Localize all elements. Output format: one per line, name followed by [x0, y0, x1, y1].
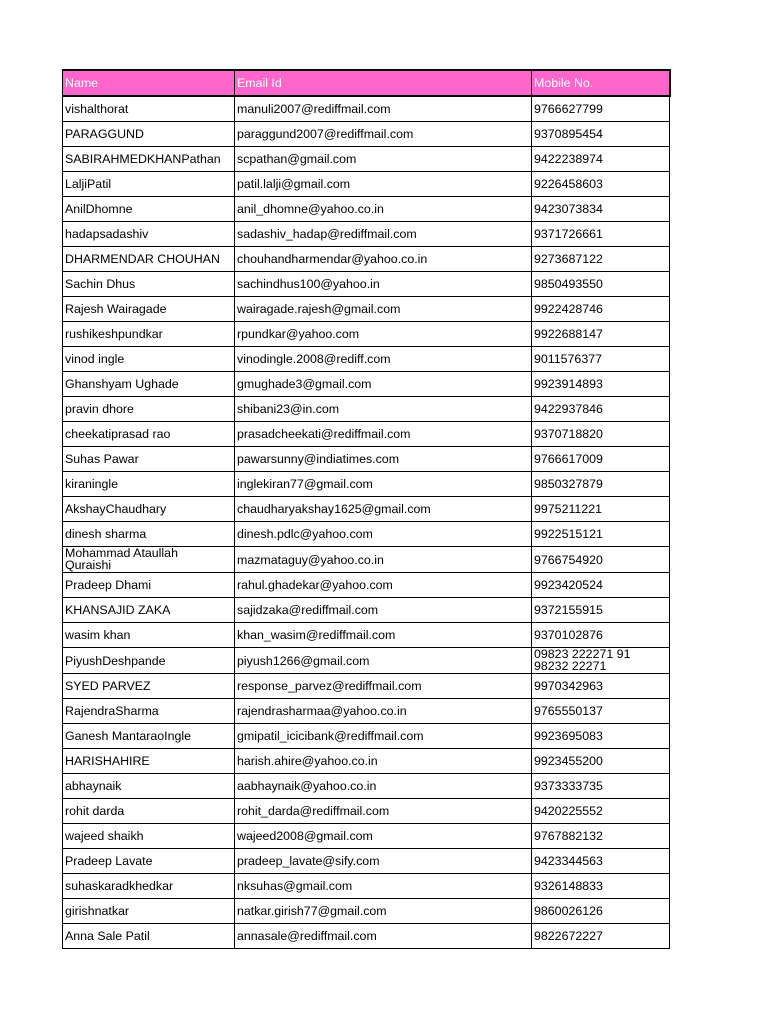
name-cell: rushikeshpundkar [63, 322, 235, 347]
email-cell: natkar.girish77@gmail.com [235, 899, 532, 924]
mobile-cell: 9011576377 [532, 347, 670, 372]
email-cell: sadashiv_hadap@rediffmail.com [235, 222, 532, 247]
email-cell: rahul.ghadekar@yahoo.com [235, 573, 532, 598]
email-cell: patil.lalji@gmail.com [235, 172, 532, 197]
name-cell: PARAGGUND [63, 122, 235, 147]
name-cell: HARISHAHIRE [63, 749, 235, 774]
table-row [63, 297, 670, 322]
name-cell: AkshayChaudhary [63, 497, 235, 522]
mobile-cell: 9422238974 [532, 147, 670, 172]
mobile-cell: 9766627799 [532, 96, 670, 122]
name-cell-line: Mohammad Ataullah [65, 546, 178, 560]
mobile-cell: 9767882132 [532, 824, 670, 849]
name-cell: vinod ingle [63, 347, 235, 372]
email-cell: pawarsunny@indiatimes.com [235, 447, 532, 472]
email-cell: chouhandharmendar@yahoo.co.in [235, 247, 532, 272]
contact-table [62, 69, 671, 949]
mobile-cell: 9422937846 [532, 397, 670, 422]
mobile-cell: 9765550137 [532, 699, 670, 724]
table-row [63, 799, 670, 824]
mobile-cell-line: 09823 222271 91 [534, 647, 631, 661]
name-cell: kiraningle [63, 472, 235, 497]
email-cell: harish.ahire@yahoo.co.in [235, 749, 532, 774]
table-row [63, 172, 670, 197]
mobile-cell: 9370718820 [532, 422, 670, 447]
table-row [63, 197, 670, 222]
mobile-cell: 9423344563 [532, 849, 670, 874]
email-cell: gmipatil_icicibank@rediffmail.com [235, 724, 532, 749]
column-header-mobile: Mobile No. [532, 70, 670, 96]
mobile-cell: 9371726661 [532, 222, 670, 247]
name-cell: suhaskaradkhedkar [63, 874, 235, 899]
mobile-cell: 9923420524 [532, 573, 670, 598]
name-cell: Suhas Pawar [63, 447, 235, 472]
mobile-cell: 9923914893 [532, 372, 670, 397]
mobile-cell: 9922515121 [532, 522, 670, 547]
mobile-cell: 9975211221 [532, 497, 670, 522]
email-cell: piyush1266@gmail.com [235, 648, 532, 674]
mobile-cell: 9850493550 [532, 272, 670, 297]
column-header-name: Name [63, 70, 235, 96]
email-cell: response_parvez@rediffmail.com [235, 674, 532, 699]
name-cell: Pradeep Dhami [63, 573, 235, 598]
name-cell: SABIRAHMEDKHANPathan [63, 147, 235, 172]
table-row [63, 724, 670, 749]
name-cell: Ganesh MantaraoIngle [63, 724, 235, 749]
mobile-cell: 9326148833 [532, 874, 670, 899]
table-row [63, 749, 670, 774]
name-cell: SYED PARVEZ [63, 674, 235, 699]
name-cell: girishnatkar [63, 899, 235, 924]
table-header [63, 70, 670, 96]
name-cell: Anna Sale Patil [63, 924, 235, 949]
header-row [63, 70, 670, 96]
email-cell: paraggund2007@rediffmail.com [235, 122, 532, 147]
table-row [63, 648, 670, 674]
mobile-cell: 9860026126 [532, 899, 670, 924]
email-cell: pradeep_lavate@sify.com [235, 849, 532, 874]
table-row [63, 472, 670, 497]
email-cell: dinesh.pdlc@yahoo.com [235, 522, 532, 547]
email-cell: nksuhas@gmail.com [235, 874, 532, 899]
table-row [63, 522, 670, 547]
email-cell: manuli2007@rediffmail.com [235, 96, 532, 122]
mobile-cell: 9922428746 [532, 297, 670, 322]
mobile-cell: 9370102876 [532, 623, 670, 648]
table-row [63, 924, 670, 949]
table-row [63, 899, 670, 924]
table-row [63, 674, 670, 699]
table-row [63, 272, 670, 297]
email-cell: vinodingle.2008@rediff.com [235, 347, 532, 372]
mobile-cell: 9373333735 [532, 774, 670, 799]
email-cell: aabhaynaik@yahoo.co.in [235, 774, 532, 799]
name-cell [63, 547, 235, 573]
email-cell: wairagade.rajesh@gmail.com [235, 297, 532, 322]
table-row [63, 322, 670, 347]
name-cell: vishalthorat [63, 96, 235, 122]
mobile-cell: 9372155915 [532, 598, 670, 623]
mobile-cell: 9420225552 [532, 799, 670, 824]
email-cell: rajendrasharmaa@yahoo.co.in [235, 699, 532, 724]
mobile-cell: 9923695083 [532, 724, 670, 749]
name-cell: DHARMENDAR CHOUHAN [63, 247, 235, 272]
name-cell: dinesh sharma [63, 522, 235, 547]
name-cell: rohit darda [63, 799, 235, 824]
mobile-cell: 9850327879 [532, 472, 670, 497]
table-row [63, 96, 670, 122]
table-row [63, 573, 670, 598]
mobile-cell: 9370895454 [532, 122, 670, 147]
table-row [63, 774, 670, 799]
name-cell: wasim khan [63, 623, 235, 648]
email-cell: prasadcheekati@rediffmail.com [235, 422, 532, 447]
table-row [63, 874, 670, 899]
mobile-cell [532, 648, 670, 674]
name-cell: RajendraSharma [63, 699, 235, 724]
name-cell: Sachin Dhus [63, 272, 235, 297]
table-row [63, 347, 670, 372]
mobile-cell: 9923455200 [532, 749, 670, 774]
email-cell: mazmataguy@yahoo.co.in [235, 547, 532, 573]
email-cell: shibani23@in.com [235, 397, 532, 422]
name-cell: LaljiPatil [63, 172, 235, 197]
mobile-cell: 9273687122 [532, 247, 670, 272]
mobile-cell: 9226458603 [532, 172, 670, 197]
name-cell: wajeed shaikh [63, 824, 235, 849]
mobile-cell: 9822672227 [532, 924, 670, 949]
mobile-cell: 9766754920 [532, 547, 670, 573]
email-cell: rpundkar@yahoo.com [235, 322, 532, 347]
name-cell: abhaynaik [63, 774, 235, 799]
email-cell: chaudharyakshay1625@gmail.com [235, 497, 532, 522]
table-row [63, 222, 670, 247]
email-cell: annasale@rediffmail.com [235, 924, 532, 949]
email-cell: sachindhus100@yahoo.in [235, 272, 532, 297]
email-cell: sajidzaka@rediffmail.com [235, 598, 532, 623]
table-row [63, 122, 670, 147]
table-row [63, 372, 670, 397]
mobile-cell-line: 98232 22271 [534, 659, 607, 673]
mobile-cell: 9766617009 [532, 447, 670, 472]
name-cell: Pradeep Lavate [63, 849, 235, 874]
email-cell: anil_dhomne@yahoo.co.in [235, 197, 532, 222]
name-cell: AnilDhomne [63, 197, 235, 222]
table-row [63, 422, 670, 447]
mobile-cell: 9423073834 [532, 197, 670, 222]
email-cell: scpathan@gmail.com [235, 147, 532, 172]
table-row [63, 247, 670, 272]
table-row [63, 824, 670, 849]
table-row [63, 699, 670, 724]
table-row [63, 623, 670, 648]
name-cell-line: Quraishi [65, 558, 112, 572]
name-cell: KHANSAJID ZAKA [63, 598, 235, 623]
table-row [63, 598, 670, 623]
table-row [63, 447, 670, 472]
email-cell: inglekiran77@gmail.com [235, 472, 532, 497]
name-cell: Ghanshyam Ughade [63, 372, 235, 397]
name-cell: hadapsadashiv [63, 222, 235, 247]
email-cell: gmughade3@gmail.com [235, 372, 532, 397]
name-cell: cheekatiprasad rao [63, 422, 235, 447]
table-row [63, 397, 670, 422]
name-cell: Rajesh Wairagade [63, 297, 235, 322]
email-cell: rohit_darda@rediffmail.com [235, 799, 532, 824]
mobile-cell: 9970342963 [532, 674, 670, 699]
table-body [63, 96, 670, 949]
column-header-email: Email Id [235, 70, 532, 96]
email-cell: wajeed2008@gmail.com [235, 824, 532, 849]
name-cell: pravin dhore [63, 397, 235, 422]
table-row [63, 547, 670, 573]
table-row [63, 849, 670, 874]
name-cell: PiyushDeshpande [63, 648, 235, 674]
mobile-cell: 9922688147 [532, 322, 670, 347]
table-row [63, 497, 670, 522]
email-cell: khan_wasim@rediffmail.com [235, 623, 532, 648]
table-row [63, 147, 670, 172]
